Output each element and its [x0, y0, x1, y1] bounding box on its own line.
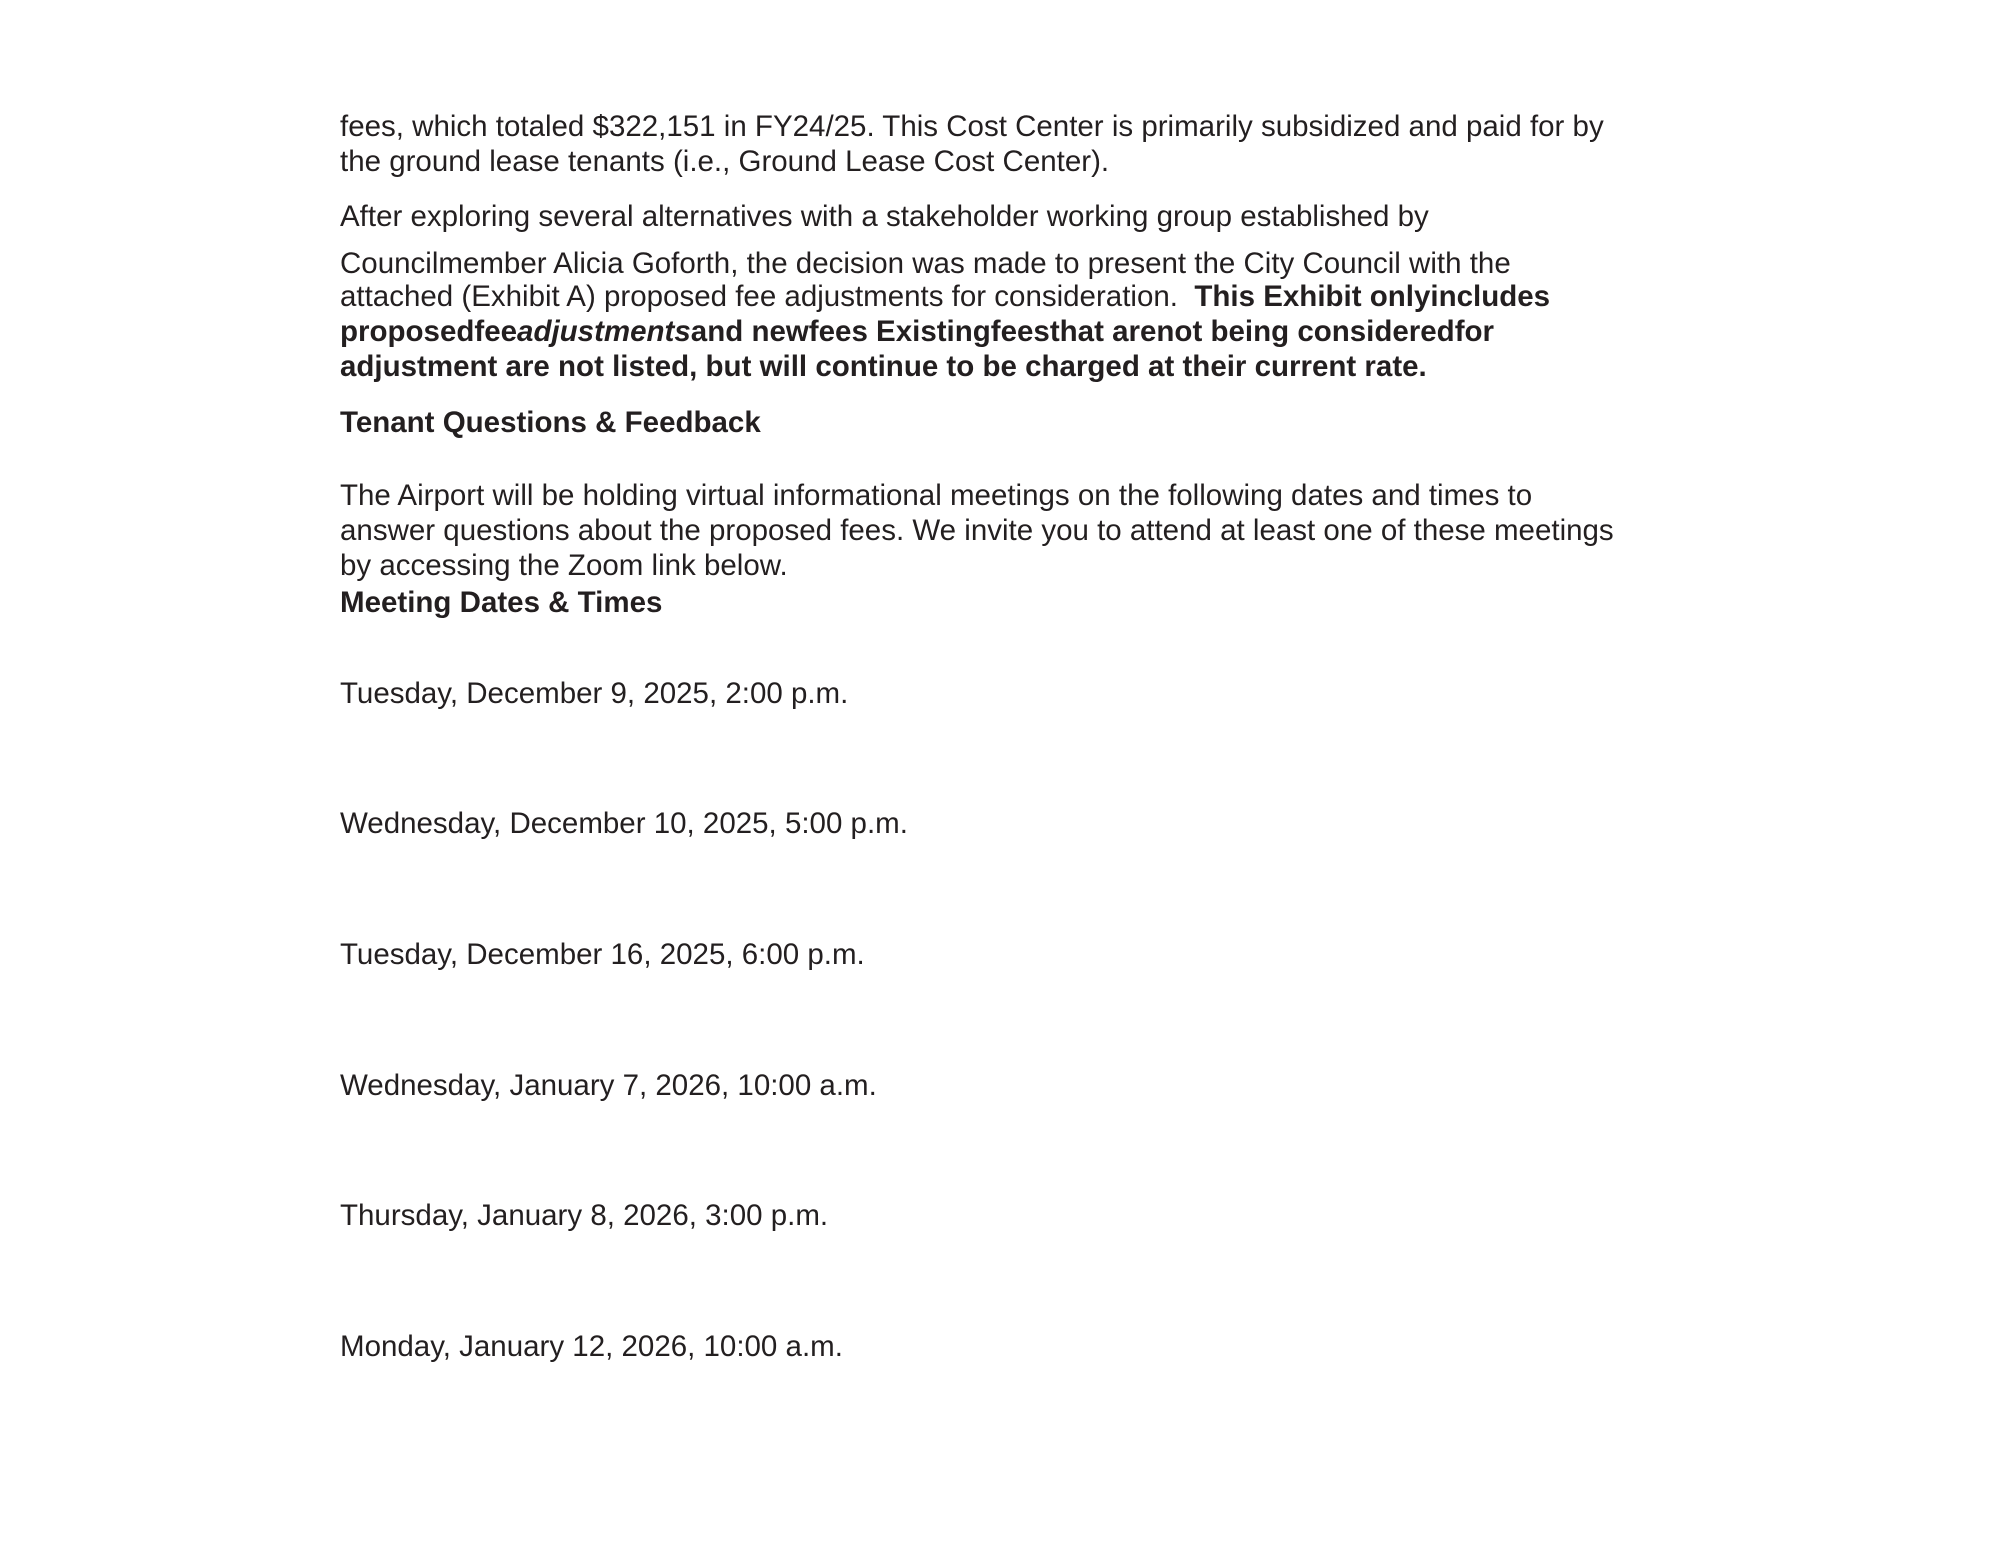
para2-line-4-bold-a: proposedfee [340, 315, 518, 348]
meeting-date: Thursday, January 8, 2026, 3:00 p.m. [340, 1199, 829, 1232]
meetings-line-3: by accessing the Zoom link below. [340, 549, 788, 582]
para2-line-5: adjustment are not listed, but will continue to be charged at their current rate. [340, 350, 1427, 383]
meetings-heading: Meeting Dates & Times [340, 586, 663, 619]
meetings-line-2: answer questions about the proposed fees. We invite you to attend at least one of these meetings [340, 514, 1614, 547]
para2-line-2: Councilmember Alicia Goforth, the decision was made to present the City Council with the [340, 247, 1511, 280]
document-page [340, 0, 1670, 1545]
para2-line-3-normal: attached (Exhibit A) proposed fee adjustments for consideration. [340, 280, 1178, 313]
para2-line-3 [340, 280, 1550, 314]
meeting-date: Tuesday, December 16, 2025, 6:00 p.m. [340, 938, 865, 971]
intro-line-1: fees, which totaled $322,151 in FY24/25. This Cost Center is primarily subsidized and paid for by [340, 110, 1604, 143]
para2-line-4-bold-b: and newfees Existingfeesthat arenot being consideredfor [690, 315, 1495, 348]
para2-line-4 [340, 315, 1494, 349]
meeting-date: Monday, January 12, 2026, 10:00 a.m. [340, 1330, 843, 1363]
meeting-date: Wednesday, December 10, 2025, 5:00 p.m. [340, 807, 908, 840]
section-heading: Tenant Questions & Feedback [340, 406, 761, 439]
para2-line-3-bold: This Exhibit onlyincludes [1194, 280, 1551, 313]
intro-line-2: the ground lease tenants (i.e., Ground Lease Cost Center). [340, 145, 1110, 178]
meetings-line-1: The Airport will be holding virtual informational meetings on the following dates and times to [340, 479, 1533, 512]
meeting-date: Wednesday, January 7, 2026, 10:00 a.m. [340, 1069, 877, 1102]
para2-line-1: After exploring several alternatives with a stakeholder working group established by [340, 200, 1429, 233]
para2-line-4-bold-italic: adjustments [517, 315, 691, 348]
meeting-date: Tuesday, December 9, 2025, 2:00 p.m. [340, 677, 849, 710]
